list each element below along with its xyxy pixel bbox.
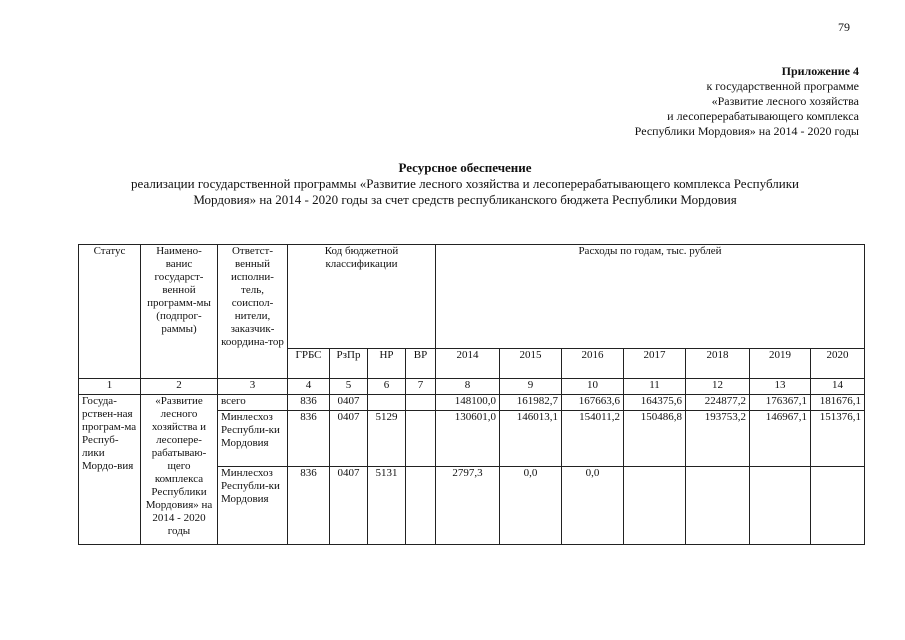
header-grbs: ГРБС [288, 349, 330, 379]
column-number: 2 [141, 379, 218, 395]
resource-table [78, 244, 865, 545]
header-budget-code: Код бюджетной классификации [288, 245, 436, 349]
value-cell: 176367,1 [750, 395, 811, 411]
value-cell [811, 467, 865, 545]
rzpr-cell: 0407 [330, 467, 368, 545]
grbs-cell: 836 [288, 467, 330, 545]
header-year: 2020 [811, 349, 865, 379]
value-cell: 146013,1 [500, 411, 562, 467]
value-cell [686, 467, 750, 545]
executor-cell: всего [218, 395, 288, 411]
header-status: Статус [79, 245, 141, 379]
heading-line: Мордовия» на 2014 - 2020 годы за счет средств республиканского бюджета Республики Мордовия [193, 192, 737, 207]
value-cell: 2797,3 [436, 467, 500, 545]
heading-line: реализации государственной программы «Развитие лесного хозяйства и лесоперерабатывающего комплекса Республики [131, 176, 799, 191]
column-number: 8 [436, 379, 500, 395]
header-rzpr: РзПр [330, 349, 368, 379]
value-cell: 161982,7 [500, 395, 562, 411]
column-number-row [79, 379, 865, 395]
value-cell: 0,0 [562, 467, 624, 545]
header-name: Наимено-ванис государст-венной программ-мы (подпрог-раммы) [141, 245, 218, 379]
executor-cell: Минлесхоз Республи-ки Мордовия [218, 467, 288, 545]
value-cell: 224877,2 [686, 395, 750, 411]
column-number: 3 [218, 379, 288, 395]
appendix-line: Республики Мордовия» на 2014 - 2020 годы [634, 124, 859, 138]
column-number: 13 [750, 379, 811, 395]
value-cell: 181676,1 [811, 395, 865, 411]
header-nr: НР [368, 349, 406, 379]
header-year: 2018 [686, 349, 750, 379]
nr-cell [368, 395, 406, 411]
header-year: 2016 [562, 349, 624, 379]
value-cell [750, 467, 811, 545]
column-number: 10 [562, 379, 624, 395]
document-heading [60, 160, 870, 208]
header-year: 2014 [436, 349, 500, 379]
column-number: 4 [288, 379, 330, 395]
column-number: 7 [406, 379, 436, 395]
nr-cell: 5131 [368, 467, 406, 545]
value-cell: 167663,6 [562, 395, 624, 411]
header-year: 2017 [624, 349, 686, 379]
appendix-line: и лесоперерабатывающего комплекса [667, 109, 859, 123]
header-executor: Ответст-венный исполни-тель, соиспол-нители, заказчик-координа-тор [218, 245, 288, 379]
page-number: 79 [838, 20, 850, 34]
header-vr: ВР [406, 349, 436, 379]
heading-title: Ресурсное обеспечение [398, 160, 532, 175]
column-number: 14 [811, 379, 865, 395]
value-cell: 151376,1 [811, 411, 865, 467]
vr-cell [406, 467, 436, 545]
grbs-cell: 836 [288, 411, 330, 467]
header-year: 2015 [500, 349, 562, 379]
column-number: 12 [686, 379, 750, 395]
value-cell: 130601,0 [436, 411, 500, 467]
value-cell: 146967,1 [750, 411, 811, 467]
appendix-line: к государственной программе [706, 79, 859, 93]
value-cell: 150486,8 [624, 411, 686, 467]
status-cell: Госуда-рствен-ная програм-ма Респуб-лики Мордо-вия [79, 395, 141, 545]
appendix-title: Приложение 4 [781, 64, 859, 78]
executor-cell: Минлесхоз Республи-ки Мордовия [218, 411, 288, 467]
appendix-block [635, 64, 859, 139]
header-year: 2019 [750, 349, 811, 379]
value-cell: 154011,2 [562, 411, 624, 467]
table-row [79, 395, 865, 411]
value-cell: 164375,6 [624, 395, 686, 411]
rzpr-cell: 0407 [330, 395, 368, 411]
nr-cell: 5129 [368, 411, 406, 467]
value-cell: 193753,2 [686, 411, 750, 467]
column-number: 1 [79, 379, 141, 395]
value-cell: 0,0 [500, 467, 562, 545]
vr-cell [406, 395, 436, 411]
column-number: 5 [330, 379, 368, 395]
column-number: 6 [368, 379, 406, 395]
value-cell: 148100,0 [436, 395, 500, 411]
value-cell [624, 467, 686, 545]
program-name-cell: «Развитие лесного хозяйства и лесопере-рабатываю-щего комплекса Республики Мордовия» на 2014 - 2020 годы [141, 395, 218, 545]
column-number: 11 [624, 379, 686, 395]
rzpr-cell: 0407 [330, 411, 368, 467]
column-number: 9 [500, 379, 562, 395]
vr-cell [406, 411, 436, 467]
appendix-line: «Развитие лесного хозяйства [711, 94, 859, 108]
header-expenses: Расходы по годам, тыс. рублей [436, 245, 865, 349]
grbs-cell: 836 [288, 395, 330, 411]
